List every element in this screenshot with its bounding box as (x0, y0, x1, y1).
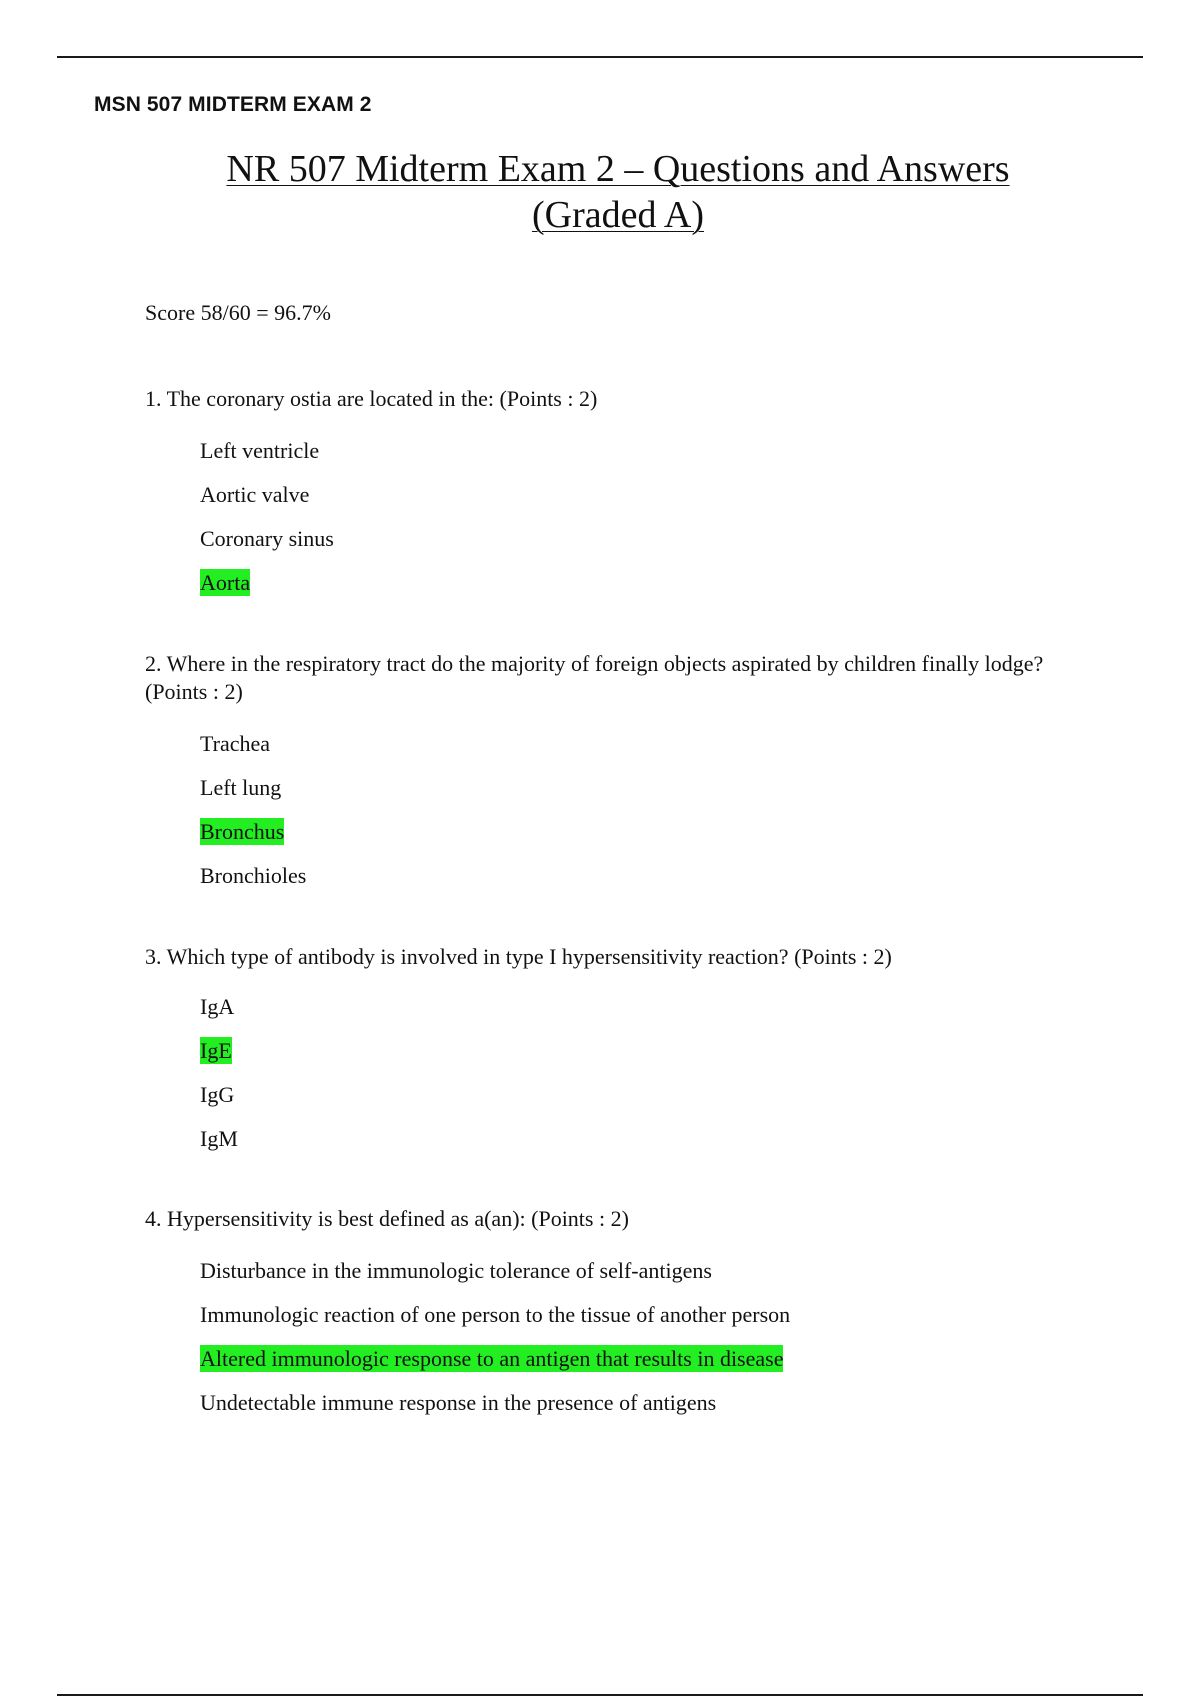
answer-options (145, 1249, 1095, 1425)
answer-option (200, 854, 1095, 898)
answer-option-text: Immunologic reaction of one person to the tissue of another person (200, 1302, 791, 1327)
answer-option-text: Disturbance in the immunologic tolerance of self-antigens (200, 1258, 712, 1283)
answer-option-text: Undetectable immune response in the presence of antigens (200, 1390, 717, 1415)
document-header: MSN 507 MIDTERM EXAM 2 (94, 93, 372, 116)
answer-option (200, 1073, 1095, 1117)
answer-option-correct (200, 1029, 1095, 1073)
answer-option-text: Aorta (200, 570, 251, 595)
answer-option-text: IgM (200, 1126, 238, 1151)
answer-option-text: Left lung (200, 775, 282, 800)
score-text: Score 58/60 = 96.7% (145, 300, 331, 325)
question-4 (145, 1205, 1095, 1425)
answer-option-text: Coronary sinus (200, 526, 334, 551)
answer-option-text: Aortic valve (200, 482, 310, 507)
answer-option-correct (200, 1337, 1095, 1381)
title-line-2: (Graded A) (532, 194, 704, 236)
answer-option (200, 766, 1095, 810)
answer-option-text: IgG (200, 1082, 235, 1107)
answer-options (145, 985, 1095, 1161)
question-text: 1. The coronary ostia are located in the: (Points : 2) (145, 386, 598, 411)
question-text: 2. Where in the respiratory tract do the majority of foreign objects aspirated by children finally lodge? (Points : 2) (145, 651, 1044, 704)
question-3 (145, 943, 1095, 1161)
answer-option (200, 1249, 1095, 1293)
answer-option (200, 1293, 1095, 1337)
bottom-rule (57, 1694, 1143, 1696)
answer-options (145, 722, 1095, 898)
answer-option-correct (200, 561, 1095, 605)
answer-option (200, 1117, 1095, 1161)
question-text: 3. Which type of antibody is involved in type I hypersensitivity reaction? (Points : 2) (145, 944, 892, 969)
answer-option (200, 517, 1095, 561)
answer-option-text: IgE (200, 1038, 232, 1063)
answer-option (200, 985, 1095, 1029)
answer-option (200, 473, 1095, 517)
answer-option-correct (200, 810, 1095, 854)
answer-option (200, 1381, 1095, 1425)
title-line-1: NR 507 Midterm Exam 2 – Questions and Answers (226, 148, 1010, 190)
top-rule (57, 56, 1143, 58)
answer-option-text: Left ventricle (200, 438, 320, 463)
answer-option (200, 722, 1095, 766)
answer-options (145, 429, 1095, 605)
answer-option-text: IgA (200, 994, 235, 1019)
answer-option-text: Bronchioles (200, 863, 307, 888)
answer-option-text: Altered immunologic response to an antigen that results in disease (200, 1346, 784, 1371)
answer-option-text: Bronchus (200, 819, 285, 844)
question-2 (145, 650, 1095, 898)
question-text: 4. Hypersensitivity is best defined as a(an): (Points : 2) (145, 1206, 629, 1231)
page-title (150, 146, 1086, 238)
question-1 (145, 385, 1095, 605)
answer-option-text: Trachea (200, 731, 271, 756)
answer-option (200, 429, 1095, 473)
